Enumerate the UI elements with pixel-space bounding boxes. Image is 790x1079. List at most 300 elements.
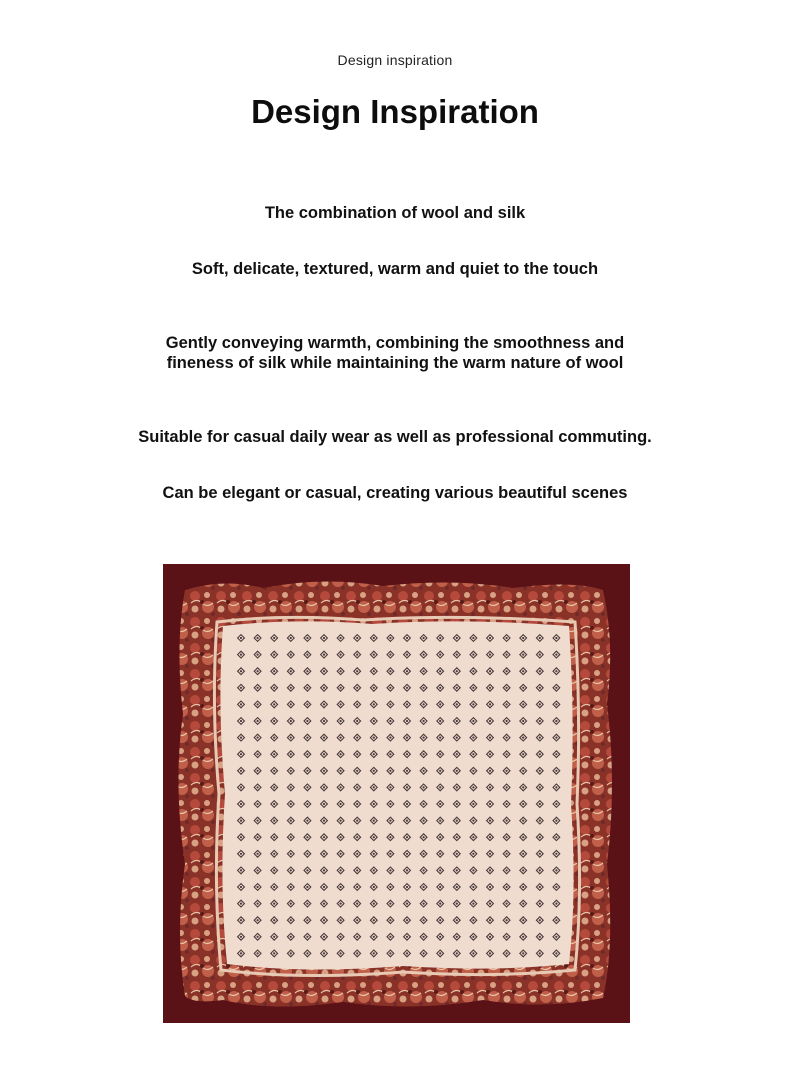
diamond-motif-core: [389, 820, 391, 822]
diamond-motif-core: [306, 803, 308, 805]
diamond-motif-core: [489, 919, 491, 921]
diamond-motif-core: [423, 919, 425, 921]
diamond-motif-core: [555, 803, 557, 805]
diamond-motif-core: [340, 836, 342, 838]
diamond-motif-core: [389, 687, 391, 689]
diamond-motif-core: [340, 770, 342, 772]
diamond-motif-core: [522, 753, 524, 755]
diamond-motif-core: [555, 720, 557, 722]
diamond-motif-core: [356, 952, 358, 954]
diamond-motif-core: [506, 770, 508, 772]
diamond-motif-core: [356, 919, 358, 921]
diamond-motif-core: [506, 654, 508, 656]
diamond-motif-core: [373, 786, 375, 788]
diamond-motif-core: [423, 654, 425, 656]
diamond-motif-core: [306, 687, 308, 689]
diamond-motif-core: [257, 952, 259, 954]
diamond-motif-core: [240, 803, 242, 805]
diamond-motif-core: [273, 753, 275, 755]
diamond-motif-core: [472, 853, 474, 855]
diamond-motif-core: [522, 786, 524, 788]
diamond-motif-core: [555, 869, 557, 871]
description-line-3: [0, 333, 790, 373]
diamond-motif-core: [406, 919, 408, 921]
diamond-motif-core: [273, 687, 275, 689]
diamond-motif-core: [472, 720, 474, 722]
diamond-motif-core: [389, 737, 391, 739]
diamond-motif-core: [257, 637, 259, 639]
diamond-motif-core: [389, 886, 391, 888]
diamond-motif-core: [439, 703, 441, 705]
diamond-motif-core: [257, 886, 259, 888]
diamond-motif-core: [356, 637, 358, 639]
diamond-motif-core: [406, 803, 408, 805]
diamond-motif-core: [323, 853, 325, 855]
description-line-3b: fineness of silk while maintaining the warm nature of wool: [166, 354, 624, 372]
diamond-motif-core: [323, 687, 325, 689]
diamond-motif-core: [472, 703, 474, 705]
diamond-motif-core: [240, 703, 242, 705]
description-line-3a: Gently conveying warmth, combining the smoothness and: [165, 334, 625, 352]
diamond-motif-core: [257, 936, 259, 938]
diamond-motif-core: [555, 836, 557, 838]
diamond-motif-core: [273, 952, 275, 954]
diamond-motif-core: [456, 753, 458, 755]
diamond-motif-core: [539, 836, 541, 838]
diamond-motif-core: [340, 637, 342, 639]
diamond-motif-core: [340, 919, 342, 921]
diamond-motif-core: [340, 737, 342, 739]
diamond-motif-core: [273, 720, 275, 722]
diamond-motif-core: [273, 654, 275, 656]
diamond-motif-core: [506, 720, 508, 722]
diamond-motif-core: [356, 670, 358, 672]
diamond-motif-core: [340, 803, 342, 805]
diamond-motif-core: [340, 786, 342, 788]
diamond-motif-core: [472, 803, 474, 805]
diamond-motif-core: [290, 720, 292, 722]
diamond-motif-core: [539, 903, 541, 905]
diamond-motif-core: [522, 737, 524, 739]
diamond-motif-core: [456, 637, 458, 639]
diamond-motif-core: [340, 753, 342, 755]
diamond-motif-core: [522, 820, 524, 822]
diamond-motif-core: [273, 803, 275, 805]
diamond-motif-core: [506, 853, 508, 855]
diamond-motif-core: [373, 670, 375, 672]
diamond-motif-core: [290, 919, 292, 921]
diamond-motif-core: [257, 670, 259, 672]
diamond-motif-core: [373, 836, 375, 838]
diamond-motif-core: [522, 886, 524, 888]
diamond-motif-core: [489, 770, 491, 772]
diamond-motif-core: [555, 936, 557, 938]
diamond-motif-core: [423, 703, 425, 705]
diamond-motif-core: [456, 770, 458, 772]
diamond-motif-core: [340, 703, 342, 705]
diamond-motif-core: [456, 886, 458, 888]
diamond-motif-core: [489, 637, 491, 639]
diamond-motif-core: [539, 803, 541, 805]
diamond-motif-core: [506, 687, 508, 689]
diamond-motif-core: [306, 670, 308, 672]
diamond-motif-core: [240, 786, 242, 788]
diamond-motif-core: [306, 737, 308, 739]
diamond-motif-core: [406, 637, 408, 639]
diamond-motif-core: [290, 687, 292, 689]
diamond-motif-core: [506, 737, 508, 739]
diamond-motif-core: [373, 637, 375, 639]
diamond-motif-core: [406, 903, 408, 905]
diamond-motif-core: [389, 936, 391, 938]
diamond-motif-core: [439, 952, 441, 954]
diamond-motif-core: [506, 903, 508, 905]
diamond-motif-core: [389, 853, 391, 855]
diamond-motif-core: [539, 703, 541, 705]
diamond-motif-core: [323, 903, 325, 905]
diamond-motif-core: [539, 637, 541, 639]
diamond-motif-core: [439, 803, 441, 805]
diamond-motif-core: [240, 836, 242, 838]
diamond-motif-core: [489, 737, 491, 739]
diamond-motif-core: [506, 836, 508, 838]
diamond-motif-core: [439, 737, 441, 739]
diamond-motif-core: [456, 936, 458, 938]
diamond-motif-core: [257, 654, 259, 656]
diamond-motif-core: [506, 936, 508, 938]
diamond-motif-core: [555, 786, 557, 788]
diamond-motif-core: [240, 720, 242, 722]
diamond-motif-core: [306, 786, 308, 788]
diamond-motif-core: [522, 836, 524, 838]
diamond-motif-core: [489, 952, 491, 954]
diamond-motif-core: [389, 637, 391, 639]
diamond-motif-core: [340, 654, 342, 656]
diamond-motif-core: [306, 703, 308, 705]
diamond-motif-core: [522, 670, 524, 672]
diamond-motif-core: [340, 903, 342, 905]
diamond-motif-core: [323, 836, 325, 838]
diamond-motif-core: [323, 952, 325, 954]
diamond-motif-core: [373, 720, 375, 722]
section-title: Design Inspiration: [251, 93, 539, 130]
diamond-motif-core: [406, 853, 408, 855]
section-subtitle: Design inspiration: [337, 52, 453, 68]
diamond-motif-core: [373, 952, 375, 954]
diamond-motif-core: [257, 737, 259, 739]
diamond-motif-core: [406, 753, 408, 755]
diamond-motif-core: [356, 720, 358, 722]
diamond-motif-core: [356, 654, 358, 656]
diamond-motif-core: [539, 936, 541, 938]
diamond-motif-core: [539, 919, 541, 921]
diamond-motif-core: [406, 786, 408, 788]
diamond-motif-core: [439, 770, 441, 772]
diamond-motif-core: [506, 803, 508, 805]
diamond-motif-core: [489, 869, 491, 871]
diamond-motif-core: [539, 869, 541, 871]
diamond-motif-core: [439, 820, 441, 822]
diamond-motif-core: [306, 853, 308, 855]
diamond-motif-core: [257, 687, 259, 689]
diamond-motif-core: [323, 803, 325, 805]
diamond-motif-core: [306, 654, 308, 656]
diamond-motif-core: [273, 919, 275, 921]
diamond-motif-core: [506, 952, 508, 954]
diamond-motif-core: [323, 670, 325, 672]
diamond-motif-core: [539, 786, 541, 788]
diamond-motif-core: [306, 936, 308, 938]
diamond-motif-core: [240, 886, 242, 888]
diamond-motif-core: [472, 919, 474, 921]
diamond-motif-core: [539, 670, 541, 672]
diamond-motif-core: [340, 886, 342, 888]
diamond-motif-core: [522, 637, 524, 639]
diamond-motif-core: [472, 737, 474, 739]
diamond-motif-core: [306, 770, 308, 772]
diamond-motif-core: [290, 654, 292, 656]
diamond-motif-core: [439, 903, 441, 905]
diamond-motif-core: [522, 687, 524, 689]
diamond-motif-core: [539, 654, 541, 656]
diamond-motif-core: [439, 786, 441, 788]
diamond-motif-core: [340, 687, 342, 689]
diamond-motif-core: [290, 936, 292, 938]
diamond-motif-core: [522, 936, 524, 938]
diamond-motif-core: [439, 936, 441, 938]
diamond-motif-core: [539, 687, 541, 689]
diamond-motif-core: [489, 853, 491, 855]
diamond-motif-core: [340, 853, 342, 855]
diamond-motif-core: [423, 853, 425, 855]
diamond-motif-core: [406, 770, 408, 772]
diamond-motif-core: [257, 853, 259, 855]
diamond-motif-core: [456, 803, 458, 805]
diamond-motif-core: [539, 853, 541, 855]
diamond-motif-core: [257, 703, 259, 705]
diamond-motif-core: [323, 869, 325, 871]
diamond-motif-core: [439, 670, 441, 672]
diamond-motif-core: [406, 720, 408, 722]
diamond-motif-core: [240, 737, 242, 739]
diamond-motif-core: [555, 770, 557, 772]
diamond-motif-core: [489, 786, 491, 788]
diamond-motif-core: [472, 936, 474, 938]
diamond-motif-core: [389, 803, 391, 805]
diamond-motif-core: [522, 952, 524, 954]
diamond-motif-core: [240, 753, 242, 755]
diamond-motif-core: [406, 670, 408, 672]
diamond-motif-core: [323, 720, 325, 722]
diamond-motif-core: [373, 753, 375, 755]
diamond-motif-core: [389, 903, 391, 905]
diamond-motif-core: [555, 903, 557, 905]
diamond-motif-core: [439, 654, 441, 656]
diamond-motif-core: [472, 637, 474, 639]
diamond-motif-core: [340, 670, 342, 672]
diamond-motif-core: [257, 869, 259, 871]
diamond-motif-core: [423, 753, 425, 755]
diamond-motif-core: [240, 687, 242, 689]
diamond-motif-core: [555, 753, 557, 755]
diamond-motif-core: [472, 770, 474, 772]
diamond-motif-core: [306, 820, 308, 822]
diamond-motif-core: [555, 670, 557, 672]
diamond-motif-core: [456, 720, 458, 722]
diamond-motif-core: [257, 720, 259, 722]
diamond-motif-core: [406, 703, 408, 705]
description-line-2: Soft, delicate, textured, warm and quiet to the touch: [191, 260, 599, 278]
diamond-motif-core: [489, 753, 491, 755]
diamond-motif-core: [257, 903, 259, 905]
diamond-motif-core: [456, 919, 458, 921]
diamond-motif-core: [356, 820, 358, 822]
diamond-motif-core: [522, 853, 524, 855]
diamond-motif-core: [423, 720, 425, 722]
diamond-motif-core: [423, 836, 425, 838]
diamond-motif-core: [489, 886, 491, 888]
diamond-motif-core: [273, 903, 275, 905]
diamond-motif-core: [273, 853, 275, 855]
diamond-motif-core: [489, 703, 491, 705]
diamond-motif-core: [406, 869, 408, 871]
diamond-motif-core: [290, 703, 292, 705]
diamond-motif-core: [406, 836, 408, 838]
diamond-motif-core: [555, 687, 557, 689]
diamond-motif-core: [506, 670, 508, 672]
diamond-motif-core: [456, 737, 458, 739]
diamond-motif-core: [472, 886, 474, 888]
diamond-motif-core: [306, 869, 308, 871]
description-line-5: Can be elegant or casual, creating various beautiful scenes: [162, 484, 628, 502]
diamond-motif-core: [290, 670, 292, 672]
diamond-motif-core: [555, 654, 557, 656]
diamond-motif-core: [257, 770, 259, 772]
diamond-motif-core: [257, 753, 259, 755]
diamond-motif-core: [373, 654, 375, 656]
diamond-motif-core: [406, 687, 408, 689]
diamond-motif-core: [522, 919, 524, 921]
diamond-motif-core: [290, 886, 292, 888]
diamond-motif-core: [522, 654, 524, 656]
diamond-motif-core: [539, 820, 541, 822]
diamond-motif-core: [323, 637, 325, 639]
diamond-motif-core: [522, 720, 524, 722]
diamond-motif-core: [423, 670, 425, 672]
diamond-motif-core: [273, 770, 275, 772]
diamond-motif-core: [555, 637, 557, 639]
diamond-motif-core: [356, 903, 358, 905]
diamond-motif-core: [489, 836, 491, 838]
diamond-motif-core: [290, 952, 292, 954]
diamond-motif-core: [373, 869, 375, 871]
diamond-motif-core: [306, 919, 308, 921]
diamond-motif-core: [506, 703, 508, 705]
diamond-motif-core: [423, 869, 425, 871]
diamond-motif-core: [472, 654, 474, 656]
diamond-motif-core: [240, 952, 242, 954]
diamond-motif-core: [555, 853, 557, 855]
diamond-motif-core: [506, 786, 508, 788]
scarf-image: [163, 564, 630, 1023]
diamond-motif-core: [506, 820, 508, 822]
description-line-1: The combination of wool and silk: [264, 204, 526, 222]
diamond-motif-core: [439, 637, 441, 639]
diamond-motif-core: [240, 654, 242, 656]
diamond-motif-core: [389, 770, 391, 772]
diamond-motif-core: [273, 936, 275, 938]
diamond-motif-core: [406, 886, 408, 888]
diamond-motif-core: [340, 936, 342, 938]
diamond-motif-core: [423, 952, 425, 954]
diamond-motif-core: [406, 820, 408, 822]
diamond-motif-core: [423, 936, 425, 938]
diamond-motif-core: [472, 670, 474, 672]
diamond-motif-core: [356, 703, 358, 705]
diamond-motif-core: [340, 952, 342, 954]
diamond-motif-core: [356, 770, 358, 772]
diamond-motif-core: [555, 703, 557, 705]
scarf-illustration: [163, 564, 630, 1023]
diamond-motif-core: [356, 886, 358, 888]
diamond-motif-core: [423, 770, 425, 772]
diamond-motif-core: [456, 670, 458, 672]
diamond-motif-core: [506, 886, 508, 888]
diamond-motif-core: [257, 820, 259, 822]
diamond-motif-core: [356, 836, 358, 838]
diamond-motif-core: [340, 869, 342, 871]
diamond-motif-core: [273, 869, 275, 871]
diamond-motif-core: [373, 853, 375, 855]
diamond-motif-core: [539, 720, 541, 722]
diamond-motif-core: [290, 786, 292, 788]
diamond-motif-core: [489, 820, 491, 822]
diamond-motif-core: [356, 786, 358, 788]
diamond-motif-core: [389, 753, 391, 755]
diamond-motif-core: [439, 886, 441, 888]
diamond-motif-core: [373, 703, 375, 705]
diamond-motif-core: [356, 936, 358, 938]
diamond-motif-core: [439, 836, 441, 838]
diamond-motif-core: [406, 737, 408, 739]
diamond-motif-core: [323, 919, 325, 921]
diamond-motif-core: [539, 737, 541, 739]
diamond-motif-core: [389, 786, 391, 788]
diamond-motif-core: [539, 770, 541, 772]
diamond-motif-core: [240, 853, 242, 855]
diamond-motif-core: [506, 869, 508, 871]
diamond-motif-core: [273, 737, 275, 739]
diamond-motif-core: [522, 703, 524, 705]
diamond-motif-core: [522, 869, 524, 871]
diamond-motif-core: [472, 836, 474, 838]
diamond-motif-core: [323, 703, 325, 705]
diamond-motif-core: [506, 919, 508, 921]
diamond-motif-core: [489, 654, 491, 656]
diamond-motif-core: [456, 786, 458, 788]
diamond-motif-core: [406, 936, 408, 938]
diamond-motif-core: [240, 869, 242, 871]
diamond-motif-core: [522, 770, 524, 772]
diamond-motif-core: [290, 853, 292, 855]
diamond-motif-core: [290, 836, 292, 838]
diamond-motif-core: [389, 654, 391, 656]
diamond-motif-core: [423, 637, 425, 639]
diamond-motif-core: [240, 670, 242, 672]
diamond-motif-core: [373, 737, 375, 739]
diamond-motif-core: [439, 720, 441, 722]
diamond-motif-core: [356, 853, 358, 855]
